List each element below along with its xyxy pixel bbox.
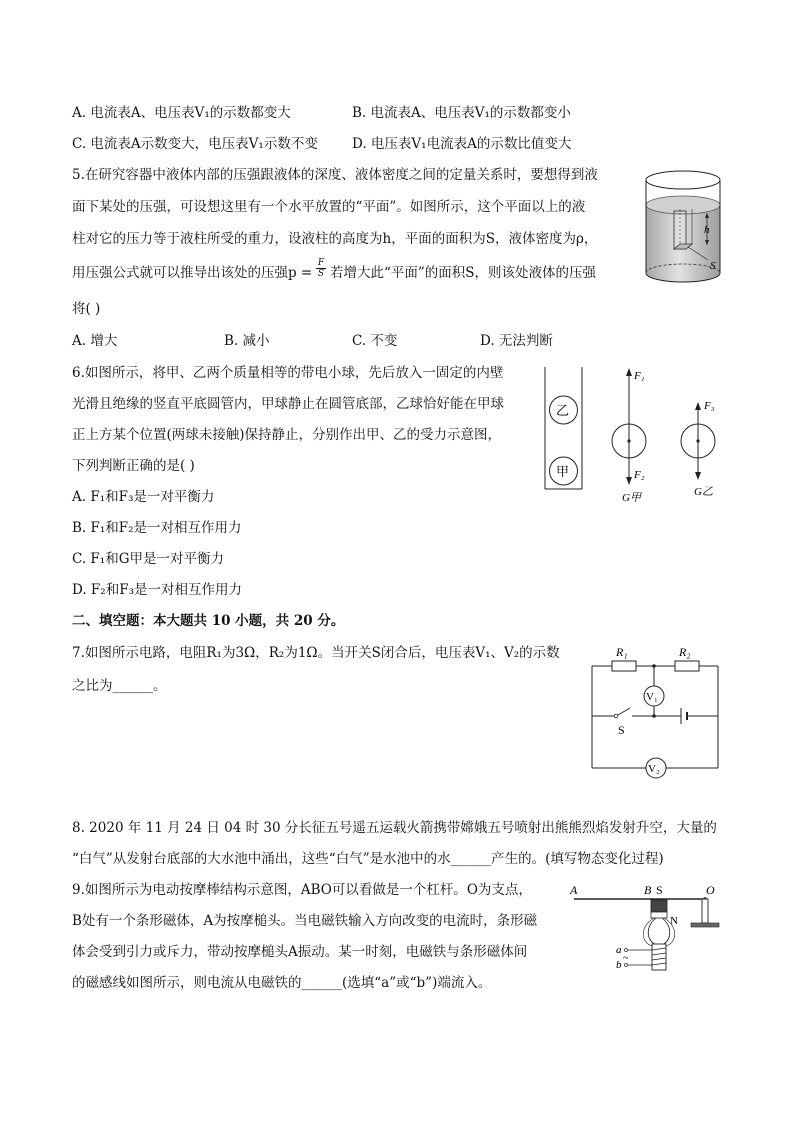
q5-option-c: C. 不变 (352, 333, 398, 349)
q6-option-d: D. F₂和F₃是一对相互作用力 (72, 582, 242, 598)
q5-fraction (316, 258, 326, 279)
q9-line-1: 9.如图所示为电动按摩棒结构示意图，ABO可以看做是一个杠杆。O为支点， (72, 882, 532, 898)
q6-force-figure (540, 365, 740, 510)
q9-line-4: 的磁感线如图所示，则电流从电磁铁的______(选填“a”或“b”)端流入。 (72, 975, 492, 991)
q7-line-1: 7.如图所示电路，电阻R₁为3Ω，R₂为1Ω。当开关S闭合后，电压表V₁、V₂的示数 (72, 645, 560, 661)
q5-line-4b: 若增大此“平面”的面积S，则该处液体的压强 (330, 265, 597, 281)
q4-option-b: B. 电流表A、电压表V₁的示数都变小 (352, 105, 571, 121)
force-g-yi-label: G乙 (694, 486, 713, 498)
q6-option-b: B. F₁和F₂是一对相互作用力 (72, 520, 242, 536)
q5-label-h: h (704, 224, 710, 236)
lever-o-label: O (706, 883, 715, 897)
circuit-r1-label: R₁ (616, 645, 628, 659)
force-g-jia-label: G甲 (622, 492, 641, 504)
force-f1-label: F₁ (634, 370, 645, 382)
force-f3-label: F₃ (704, 400, 715, 412)
q5-line-2: 面下某处的压强，可设想这里有一个水平放置的“平面”。如图所示，这个平面以上的液 (72, 199, 586, 215)
q5-option-b: B. 减小 (224, 333, 270, 349)
q5-line-4a: 用压强公式就可以推导出该处的压强p = (72, 265, 313, 281)
q7-circuit-figure (588, 642, 723, 782)
section-2-heading: 二、填空题：本大题共 10 小题，共 20 分。 (72, 613, 345, 629)
q5-option-a: A. 增大 (72, 333, 118, 349)
magnet-n-label: N (670, 915, 678, 927)
q4-option-d: D. 电压表V₁电流表A的示数比值变大 (352, 136, 572, 152)
fraction-numerator: F (317, 258, 325, 268)
q5-cylinder-figure (638, 165, 728, 290)
q6-line-4: 下列判断正确的是( ) (72, 458, 195, 474)
q6-line-3: 正上方某个位置(两球未接触)保持静止，分别作出甲、乙的受力示意图， (72, 427, 502, 443)
q9-line-2: B处有一个条形磁体，A为按摩槌头。当电磁铁输入方向改变的电流时，条形磁 (72, 913, 538, 929)
q8-line-1: 8. 2020 年 11 月 24 日 04 时 30 分长征五号遥五运载火箭携带嫦娥五号喷射出熊熊烈焰发射升空，大量的 (72, 820, 717, 836)
q4-option-c: C. 电流表A示数变大，电压表V₁示数不变 (72, 136, 318, 152)
q9-massager-figure (568, 880, 728, 975)
circuit-r2-label: R₂ (679, 645, 691, 659)
q6-line-2: 光滑且绝缘的竖直平底圆管内，甲球静止在圆管底部，乙球恰好能在甲球 (72, 396, 504, 412)
circuit-v1-label: V₁ (646, 691, 658, 703)
q5-label-s: S (710, 260, 716, 272)
q8-line-2: “白气”从发射台底部的大水池中涌出，这些“白气”是水池中的水______产生的。(填写物态变化过程) (72, 851, 664, 867)
q6-option-c: C. F₁和G甲是一对平衡力 (72, 551, 224, 567)
ball-yi-label: 乙 (556, 403, 570, 418)
coil-terminal-b-label: b (616, 959, 622, 971)
q5-line-5: 将( ) (72, 301, 101, 317)
ball-jia-label: 甲 (556, 464, 570, 479)
magnet-s-label: S (656, 883, 663, 897)
coil-terminal-a-label: a (616, 944, 622, 956)
fraction-denominator: S (317, 269, 325, 279)
q5-line-3: 柱对它的压力等于液柱所受的重力，设液柱的高度为h，平面的面积为S，液体密度为ρ， (72, 231, 598, 247)
q9-line-3: 体会受到引力或斥力，带动按摩槌头A振动。某一时刻，电磁铁与条形磁体间 (72, 944, 528, 960)
q6-option-a: A. F₁和F₃是一对平衡力 (72, 489, 215, 505)
lever-a-label: A (570, 883, 578, 897)
lever-b-label: B (644, 883, 652, 897)
q4-option-a: A. 电流表A、电压表V₁的示数都变大 (72, 105, 291, 121)
q6-line-1: 6.如图所示，将甲、乙两个质量相等的带电小球，先后放入一固定的内壁 (72, 365, 504, 381)
circuit-switch-label: S (618, 723, 625, 737)
q5-option-d: D. 无法判断 (480, 333, 553, 349)
q7-line-2: 之比为______。 (72, 678, 167, 694)
q5-line-1: 5.在研究容器中液体内部的压强跟液体的深度、液体密度之间的定量关系时，要想得到液 (72, 167, 598, 183)
circuit-v2-label: V₂ (648, 763, 660, 775)
force-f2-label: F₂ (634, 469, 645, 481)
ac-symbol-icon: ~ (623, 953, 629, 964)
